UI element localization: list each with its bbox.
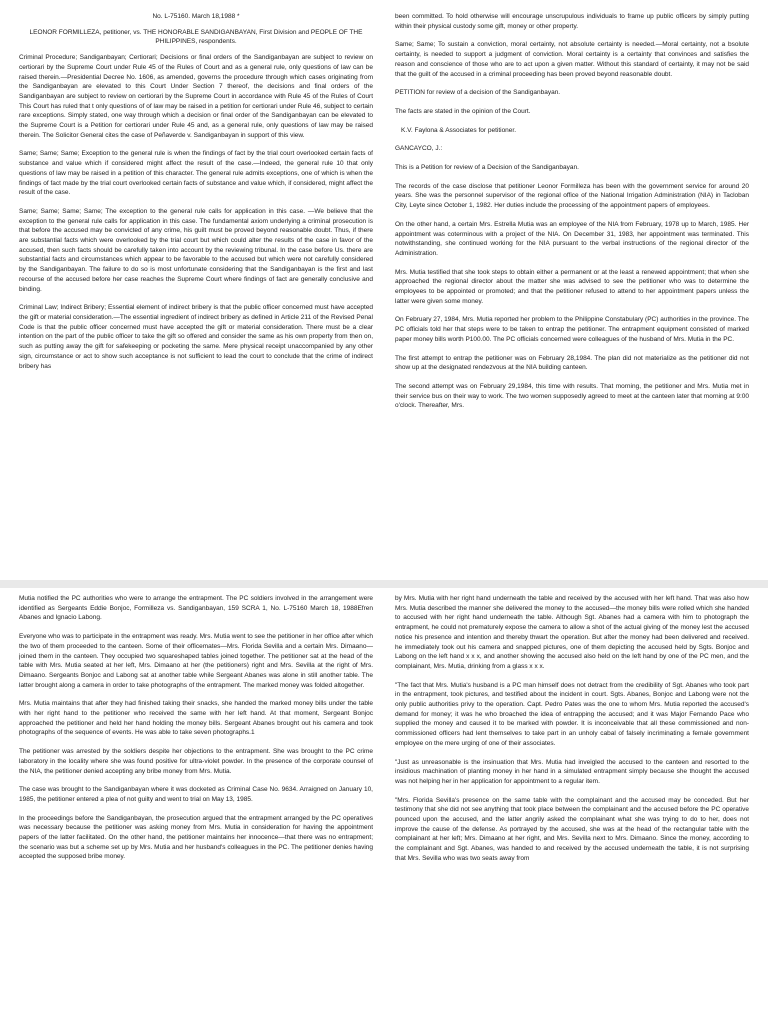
paragraph: The petitioner was arrested by the soldiers despite her objections to the entrapment. She was brought to the PC crime laboratory in the locality where she was found positive for ultra-violet powder. In the presence of the corporate counsel of the NIA, the petitioner denied accepting any bribe money from Mrs. Mutia. [19,748,373,775]
paragraph: Everyone who was to participate in the entrapment was ready. Mrs. Mutia went to see the petitioner in her office after which the two of them proceeded to the canteen. Some of their officemates—Mrs. Florida Sevilla and a certain Mrs. Dimaano—joined them in the canteen. They occupied two squareshaped tables joined together. The petitioner sat at the head of the table with Mrs. Mutia seated at her left, Mrs. Dimaano at her (the petitioners) right and Mrs. Sevilla at the right of Mrs. Dimaano. Sergeants Bonjoc and Labong sat at another table while Sergeant Abanes was alone in still another table. The latter brought along a camera in order to take photographs of the entrapment. The marked money was folded altogether. [19,633,373,689]
facts-line: The facts are stated in the opinion of the Court. [395,107,531,115]
case-title: LEONOR FORMILLEZA, petitioner, vs. THE HONORABLE SANDIGANBAYAN, First Division and PEOPLE OF THE PHILIPPINES, respondents. [29,28,363,46]
paragraph: On February 27, 1984, Mrs. Mutia reported her problem to the Philippine Constabulary (PC) authorities in the province. The PC officials told her that steps were to be taken to entrap the petitioner. The entrapment equipment consisted of marked paper money bills worth P100.00. The PC officials concerned were colleagues of the husband of Mrs. Mutia in the PC. [395,316,749,343]
case-number: No. L-75160. March 18,1988 * [152,13,240,20]
paragraph: by Mrs. Mutia with her right hand underneath the table and received by the accused with her left hand. That was also how Mrs. Mutia described the manner she delivered the money to the accused—the money bills were rolled which she handed to accused with her right hand underneath the table. Although Sgt. Abanes had a camera with him to photograph the entrapment, he could not prematurely expose the camera to allow a shot of the actual giving of the money lest the accused notice his presence and intention and thereby thwart the operation. But after the money had been delivered and received. he immediately took out his camera and snapped pictures, one of them depicting the accused held by Sgts. Bonjoc and Labong on the left hand x x x, and another showing the accused also held on the left hand by one of the PC men, and the complainant, Mrs. Mutia, drinking from a glass x x x. [395,595,749,670]
case-header [19,12,373,47]
petition-line: PETITION for review of a decision of the Sandiganbayan. [395,89,561,97]
paragraph: "Just as unreasonable is the insinuation that Mrs. Mutia had inveigled the accused to the canteen and resorted to the insidious machination of planting money in her hand in a simulated entrapment simply because she thought the accused was not helping her in her application for appointment to a regular item. [395,758,749,785]
paragraph: been committed. To hold otherwise will encourage unscrupulous individuals to frame up public officers by simply putting within their physical custody some gift, money or other property. [395,13,749,30]
paragraph: This is a Petition for review of a Decision of the Sandiganbayan. [395,164,579,172]
paragraph: Mutia notified the PC authorities who were to arrange the entrapment. The PC soldiers involved in the arrangement were identified as Sergeants Eddie Bonjoc, Formilleza vs. Sandiganbayan, 159 SCRA 1, No. L-75160 March 18, 1988Efren Abanes and Ignacio Labong. [19,595,373,622]
paragraph: "Mrs. Florida Sevilla's presence on the same table with the complainant and the accused may be conceded. But her testimony that she did not see anything that took place between the complainant and the accused before the PC operative pounced upon the accused, and the latter angrily asked the complainant what she was trying to do to her, does not improve the cause of the defense. As portrayed by the accused, she was at the head of the rectangular table with the complainant at her left; Mrs. Dimaano at her right, and Mrs. Sevilla next to Mrs. Dimaano. Since the money, according to the complainant and Sgt. Abanes, was handed to and received by the accused underneath the table, it is not surprising that Mrs. Sevilla who was two seats away from [395,796,749,862]
page1-left-column [19,12,373,576]
paragraph: Same; Same; Same; Same; The exception to the general rule calls for application in this case. —We believe that the exception to the general rule calls for application in this case. The fundamental axiom underlying a criminal prosecution is that before the accused may be convicted of any crime, his guilt must be proved beyond reasonable doubt. Thus, if there are substantial facts which were overlooked by the trial court but which could alter the results of the case in favor of the accused, then such facts should be carefully taken into account by the reviewing tribunal. In the case before Us. there are substantial facts and circumstances which appear to be favorable to the accused but which were not carefully considered by the Sandiganbayan. The failure to do so is most unfortunate considering that the Sandiganbayan is the first and last recourse of the accused before her case reaches the Supreme Court where findings of fact are generally conclusive and binding. [19,207,373,293]
paragraph: The records of the case disclose that petitioner Leonor Formilleza has been with the government service for around 20 years. She was the personnel supervisor of the regional office of the National Irrigation Administration (NIA) in Tacloban City, Leyte since October 1, 1982. Her duties include the processing of the appointment papers of employees. [395,182,749,210]
document-page-2 [0,588,768,1024]
ponente-line: GANCAYCO, J.: [395,145,443,153]
paragraph: "The fact that Mrs. Mutia's husband is a PC man himself does not detract from the credibility of Sgt. Abanes who took part in the entrapment, took pictures, and testified about the incident in court. Sgts. Abanes, Bonjoc and Labong were not the only public authorities privy to the operation. Capt. Pedro Pates was the one to whom Mrs. Mutia reported the accused's demand for money; it was he who broached the idea of entrapping the accused; and it was Major Fernando Pace who supplied the money and caused it to be marked with powder. It is inconceivable that all these commissioned and non- commissioned officers had lent themselves to take part in an unholy cabal of falsely incriminating a female government employee on the mere urging of one of their associates. [395,681,749,747]
paragraph: Same; Same; Same; Exception to the general rule is when the findings of fact by the trial court overlooked certain facts of substance and value which if considered might affect the result of the case.—Indeed, the general rule 10 that only questions of law may be raised in a petition of this character. The general rule admits exceptions, one of which is when the findings of fact made by the trial court overlooked certain facts of substance and value which, if considered, might affect the result of the case. [19,150,373,197]
page1-right-column [395,12,749,576]
paragraph: Same; Same; To sustain a conviction, moral certainty, not absolute certainty is needed.—Moral certainty, not a bsolute certainty, is needed to support a judgment of conviction. Moral certainty is a certainty that convinces and satisfies the reason and conscience of those who are to act upon a given matter. Without this standard of certainty, it may not be said that the guilt of the accused in a criminal proceeding has been proved beyond reasonable doubt. [395,41,749,78]
page2-left-column [19,594,373,1022]
paragraph: Criminal Procedure; Sandiganbayan; Certiorari; Decisions or final orders of the Sandiganbayan are subject to review on certiorari by the Supreme Court under Rule 45 of the Rules of Court and as a general rule, only questions of law can be raised therein.—Presidential Decree No. 1606, as amended, governs the procedure through which cases originating from the Sandiganbayan are elevated to this Court Under Section 7 thereof, the decisions and final orders of the Sandiganbayan are subject to review on certiorari by the Supreme Court in accordance with Rule 45 of the Rules of Court This Court has ruled that t only questions of of law may be raised in a petition for certiorari under Rule 46, subject to certain rare exceptions. Simply stated, one way through which a decision or final order of the Sandiganbayan can be elevated to the Supreme Court is a Petition for certiorari under Rule 45 and, as a general rule, only questions of law may be raised therein. The Solicitor General cites the case of Peñaverde v. Sandiganbayan in support of this view. [19,54,373,139]
paragraph: The case was brought to the Sandiganbayan where it was docketed as Criminal Case No. 9634. Arraigned on January 10, 1985, the petitioner entered a plea of not guilty and went to trial on May 13, 1985. [19,786,373,803]
page2-right-column [395,594,749,1022]
counsel-line: K.V. Faylona & Associates for petitioner. [401,126,517,134]
paragraph: Mrs. Mutia maintains that after they had finished taking their snacks, she handed the marked money bills under the table with her right hand to the petitioner who received the same with her left hand. At that moment, Sergeant Bonjoc approached the petitioner and held her hand holding the money bills. Sergeant Abanes brought out his camera and took photographs of the sequence of events. He was able to take seven photographs.1 [19,700,373,737]
paragraph: The first attempt to entrap the petitioner was on February 28,1984. The plan did not materialize as the petitioner did not show up at the designated rendezvous at the NIA building canteen. [395,354,749,372]
paragraph: The second attempt was on February 29,1984, this time with results. That morning, the petitioner and Mrs. Mutia met in their service bus on their way to work. The two women supposedly agreed to meet at the canteen later that morning at 9:00 o'clock. Thereafter, Mrs. [395,382,749,410]
paragraph: On the other hand, a certain Mrs. Estrella Mutia was an employee of the NIA from February, 1978 up to March, 1985. Her appointment was coterminous with a project of the NIA. On December 31, 1983, her appointment was terminated. This notwithstanding, she continued working for the NIA pursuant to the verbal instructions of the regional director of the Administration. [395,220,749,257]
paragraph: Criminal Law; Indirect Bribery; Essential element of indirect bribery is that the public officer concerned must have accepted the gift or material consideration.—The essential ingredient of indirect bribery as defined in Article 211 of the Revised Penal Code is that the public officer concerned must have accepted the gift or material consideration. There must be a clear intention on the part of the public officer to take the gift so offered and consider the same as his own property from then on, such as putting away the gift for safekeeping or pocketing the same. Mere physical receipt unaccompanied by any other sign, circumstance or act to show such acceptance is not sufficient to lead the court to conclude that the crime of indirect bribery has [19,304,373,370]
paragraph: Mrs. Mutia testified that she took steps to obtain either a permanent or at the least a renewed appointment; that when she approached the regional director about the matter she was advised to see the petitioner who was to determine the employees to be appointed or promoted; and that the petitioner refused to attend to her appointment papers unless the latter were given some money. [395,268,749,305]
paragraph: In the proceedings before the Sandiganbayan, the prosecution argued that the entrapment arranged by the PC operatives was necessary because the petitioner was asking money from Mrs. Mutia in consideration for having the appointment papers of the latter facilitated. On the other hand, the petitioner maintains her innocence—that there was no entrapment; the scenario was but a scheme set up by Mrs. Mutia and her husband's colleagues in the PC. The petitioner denies having accepted the supposed bribe money. [19,814,373,861]
